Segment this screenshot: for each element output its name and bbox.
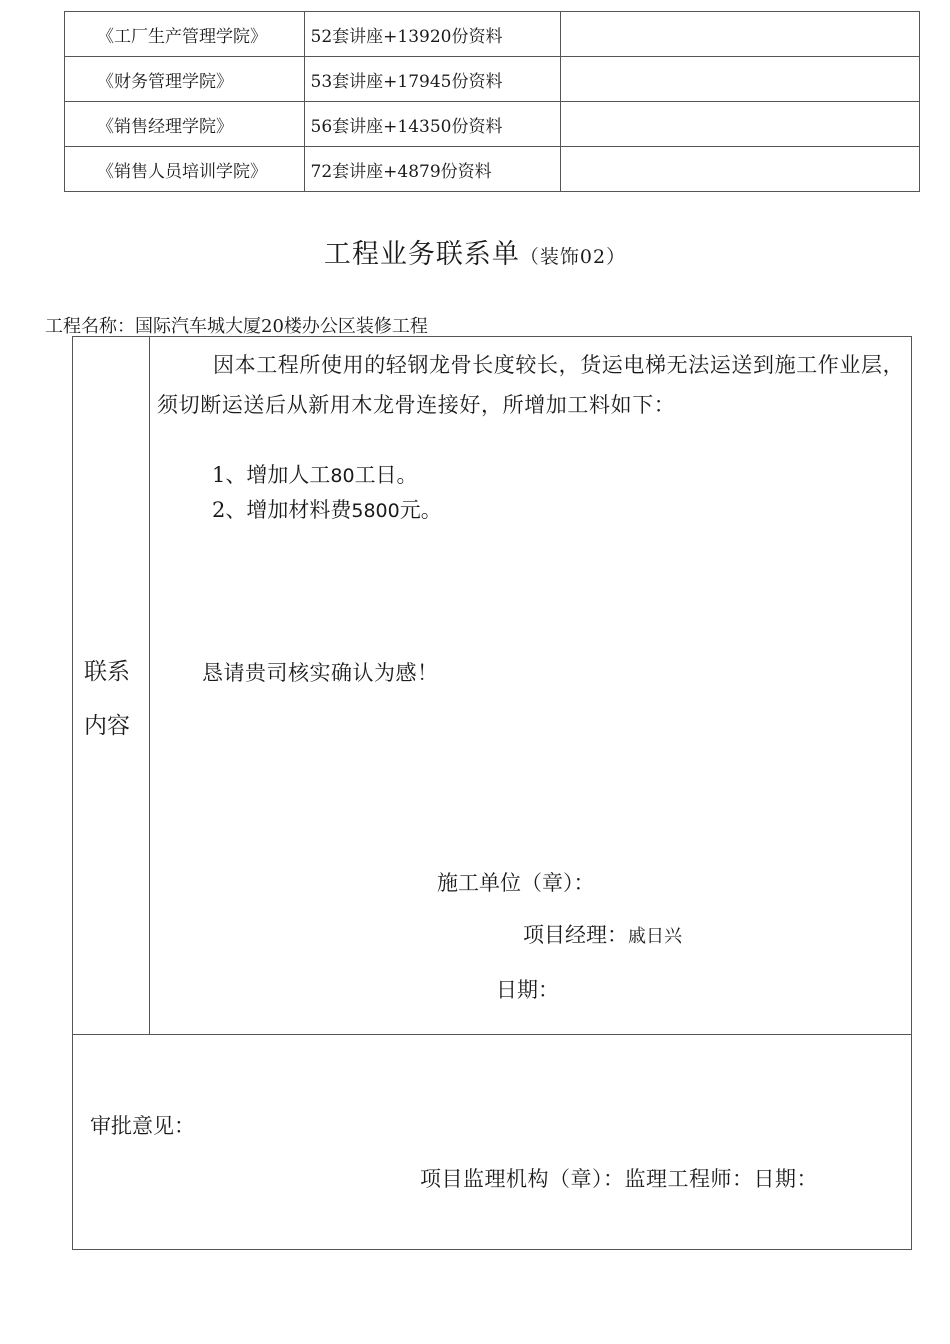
table-row [65, 147, 920, 192]
course-name: 《销售经理学院》 [65, 102, 305, 147]
project-manager-name: 戚日兴 [628, 926, 682, 947]
date-label: 日期： [496, 978, 559, 1002]
course-resources: 56套讲座+14350份资料 [304, 102, 560, 147]
course-extra [560, 147, 919, 192]
contact-content [150, 337, 911, 1034]
project-manager [523, 919, 682, 949]
project-name: 工程名称：国际汽车城大厦20楼办公区装修工程 [45, 316, 428, 337]
side-label-column [73, 337, 150, 1034]
request-text: 恳请贵司核实确认为感！ [202, 661, 439, 685]
contact-form [72, 336, 912, 1250]
contact-paragraph: 因本工程所使用的轻钢龙骨长度较长，货运电梯无法运送到施工作业层，须切断运送后从新用木龙骨连接好，所增加工料如下： [157, 353, 905, 417]
item-prefix: 1、增加人工 [212, 463, 331, 487]
section-divider [73, 1034, 911, 1035]
table-row [65, 57, 920, 102]
list-item [212, 459, 418, 489]
approval-signature-line: 项目监理机构（章）：监理工程师：日期： [420, 1167, 818, 1191]
course-table [64, 11, 920, 192]
document-subtitle: （装饰02） [519, 246, 627, 268]
construction-unit-label: 施工单位（章）： [437, 871, 595, 895]
course-extra [560, 12, 919, 57]
item-number: 80 [330, 465, 355, 487]
course-name: 《销售人员培训学院》 [65, 147, 305, 192]
document-title [0, 232, 950, 271]
project-manager-label: 项目经理： [523, 923, 628, 947]
item-number: 5800 [351, 500, 400, 522]
side-label [84, 645, 130, 753]
item-prefix: 2、增加材料费 [212, 498, 352, 522]
document-title-text: 工程业务联系单 [323, 239, 520, 270]
side-label-line2: 内容 [84, 713, 130, 739]
course-extra [560, 102, 919, 147]
course-name: 《财务管理学院》 [65, 57, 305, 102]
side-label-line1: 联系 [84, 659, 130, 685]
item-suffix: 工日。 [354, 463, 418, 487]
course-resources: 52套讲座+13920份资料 [304, 12, 560, 57]
course-resources: 53套讲座+17945份资料 [304, 57, 560, 102]
table-row [65, 102, 920, 147]
course-extra [560, 57, 919, 102]
course-resources: 72套讲座+4879份资料 [304, 147, 560, 192]
approval-label: 审批意见： [90, 1114, 195, 1138]
table-row [65, 12, 920, 57]
item-suffix: 元。 [399, 498, 442, 522]
course-name: 《工厂生产管理学院》 [65, 12, 305, 57]
list-item [212, 494, 442, 524]
